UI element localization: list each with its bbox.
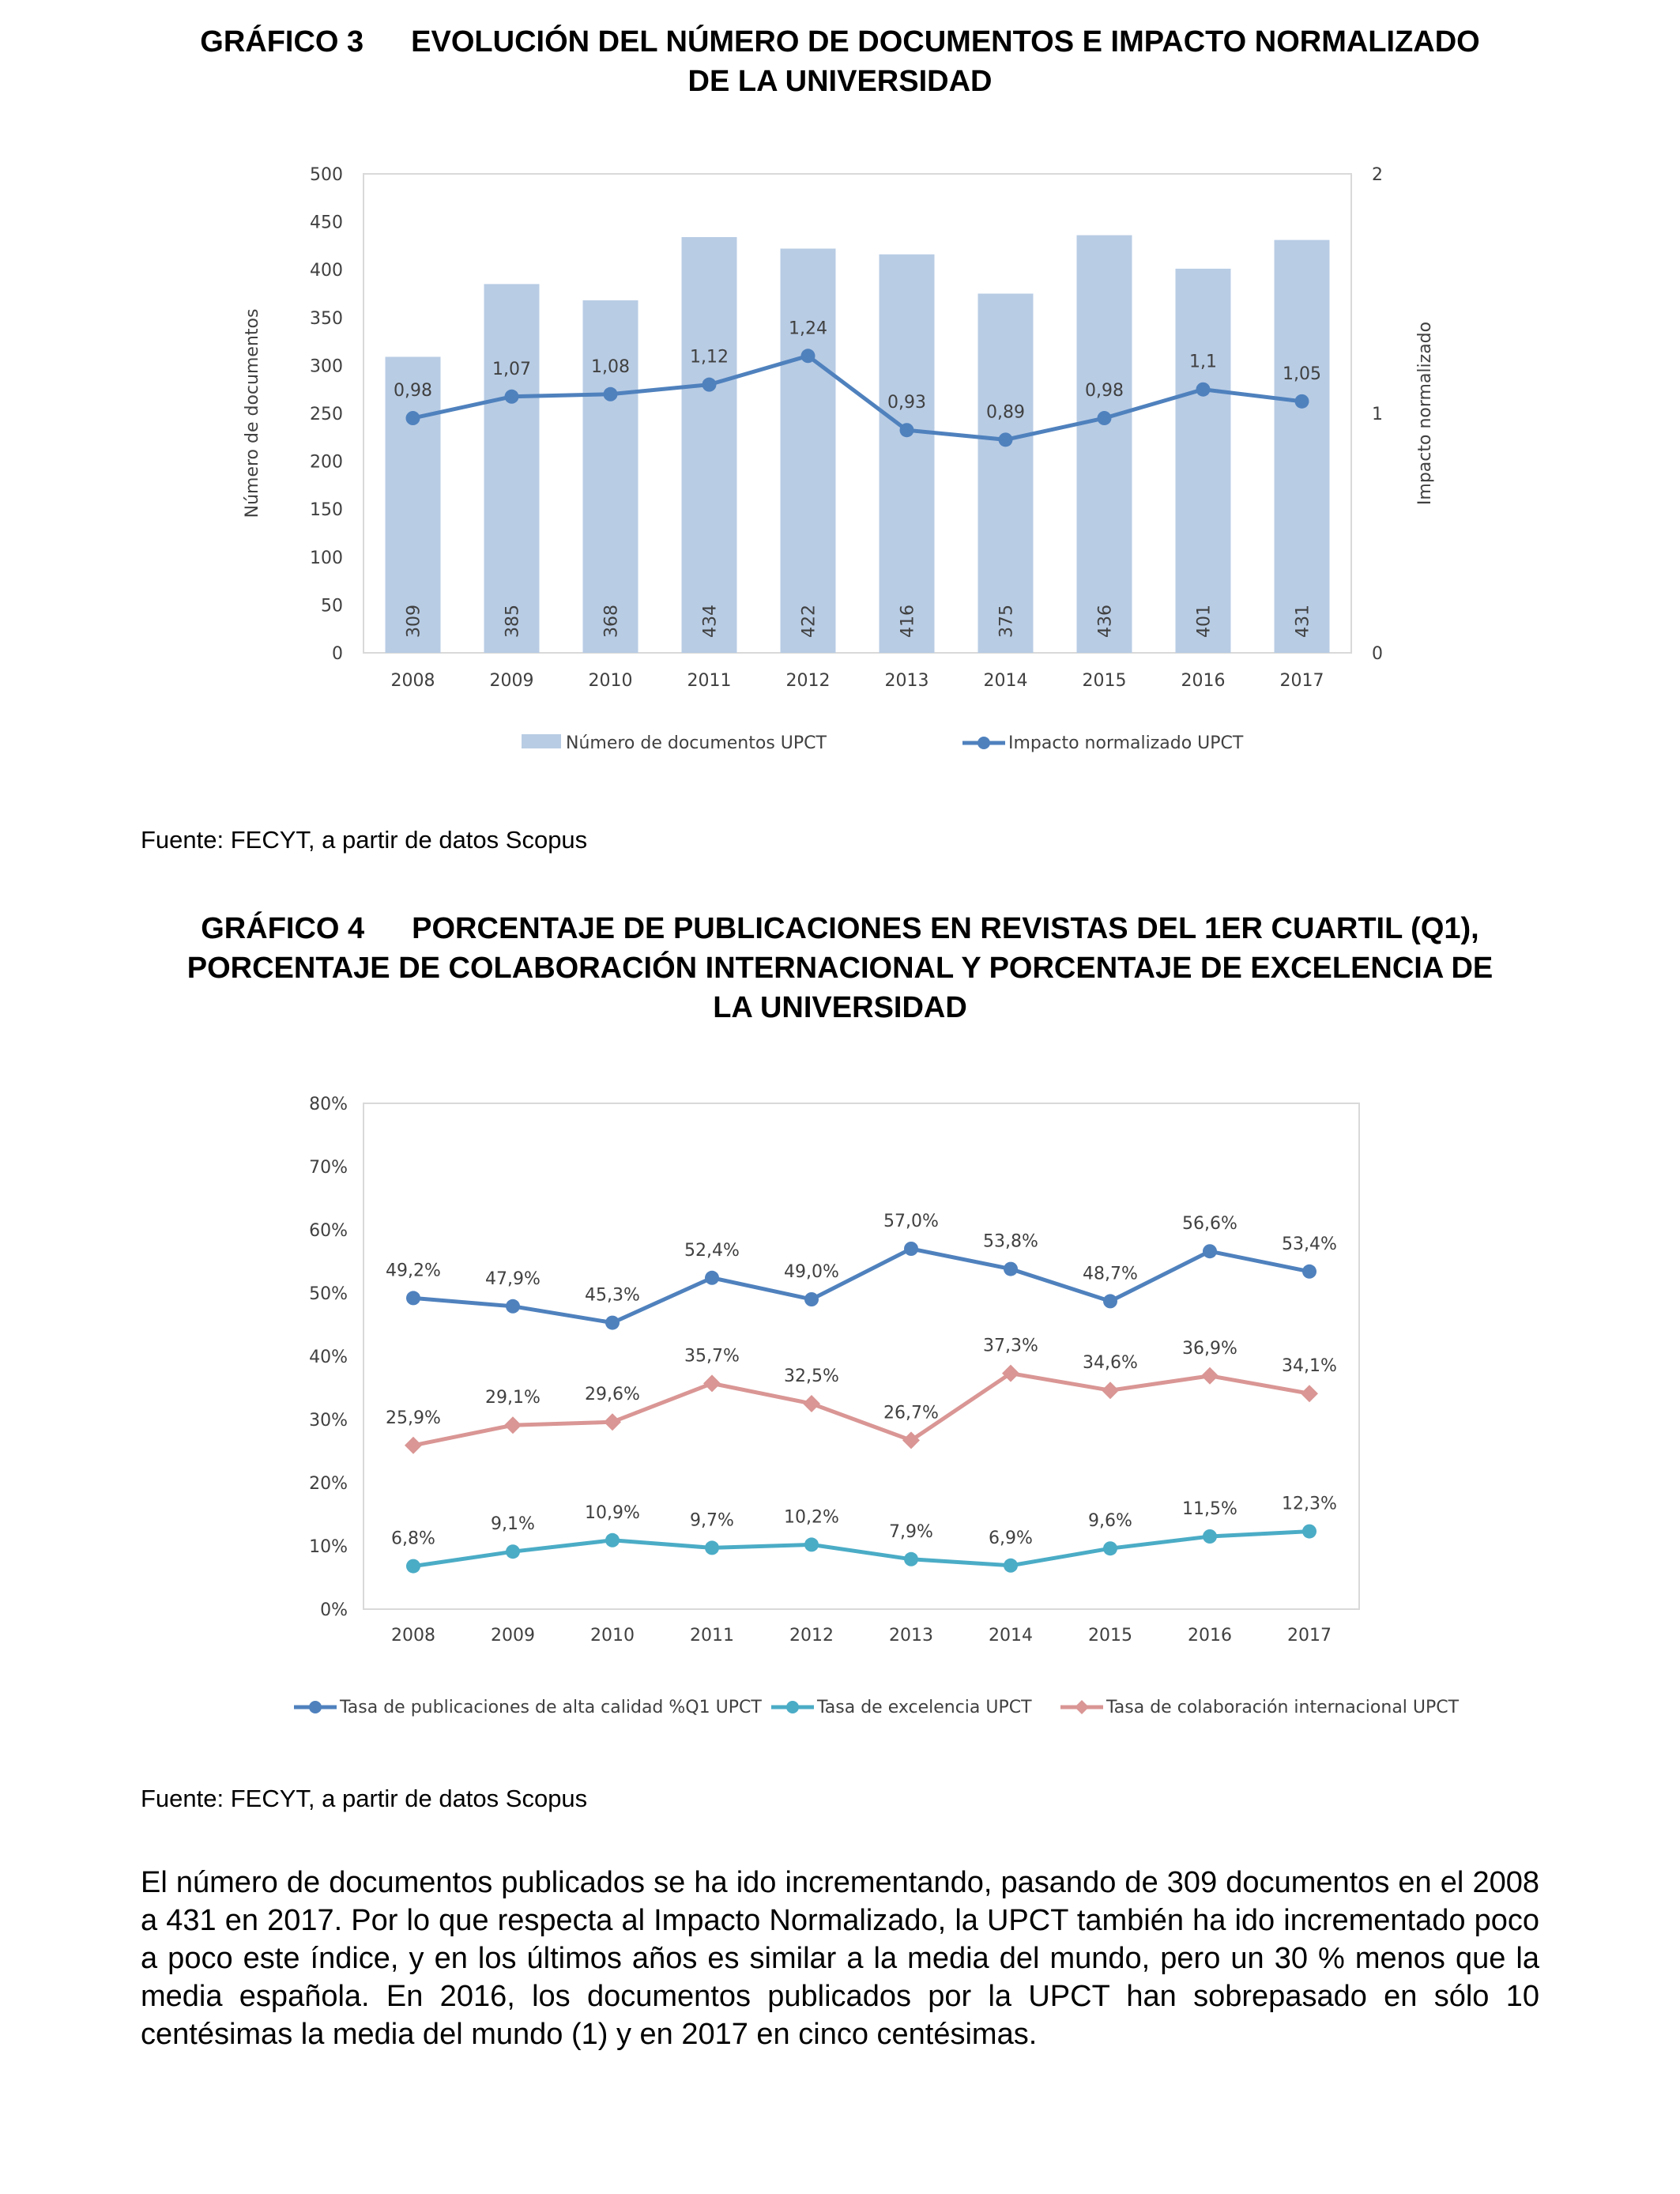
q1-series-data-label: 49,2%	[386, 1261, 441, 1281]
legend-q1-series-label: Tasa de publicaciones de alta calidad %Q1 UPCT	[340, 1698, 762, 1717]
chart3-heading	[119, 22, 1561, 101]
bar-data-label: 385	[503, 605, 523, 638]
bar	[682, 237, 737, 653]
y-tick-label: 0%	[320, 1600, 348, 1620]
y-tick-label: 40%	[309, 1348, 348, 1367]
x-tick-label: 2014	[989, 1626, 1033, 1646]
q1-series-point	[705, 1271, 719, 1285]
collaboration-series-point	[1301, 1385, 1318, 1402]
q1-series-point	[1004, 1262, 1018, 1276]
excellence-series-data-label: 9,6%	[1088, 1511, 1132, 1532]
x-tick-label: 2010	[588, 671, 633, 691]
x-tick-label: 2011	[687, 671, 732, 691]
excellence-series-point	[1302, 1525, 1317, 1539]
q1-series-point	[1203, 1244, 1217, 1258]
x-tick-label: 2016	[1181, 671, 1226, 691]
chart3-heading-number: GRÁFICO 3	[200, 25, 364, 58]
x-tick-label: 2008	[391, 1626, 435, 1646]
excellence-series-point	[1103, 1541, 1117, 1555]
y-tick-label: 50	[321, 596, 343, 616]
legend-excellence-series-label: Tasa de excelencia UPCT	[817, 1698, 1032, 1717]
chart4-heading-number: GRÁFICO 4	[201, 912, 365, 945]
impact-data-label: 1,1	[1189, 352, 1217, 372]
chart3-heading-title: EVOLUCIÓN DEL NÚMERO DE DOCUMENTOS E IMPACTO NORMALIZADO	[411, 25, 1480, 58]
chart3-heading-line1	[119, 22, 1561, 62]
impact-data-label: 0,98	[1085, 381, 1124, 401]
impact-data-label: 1,24	[789, 319, 827, 339]
legend-excellence-series-marker	[786, 1701, 799, 1713]
bar	[781, 249, 836, 653]
y-tick-label: 200	[310, 452, 343, 473]
impact-data-label: 1,07	[492, 359, 531, 379]
bar-data-label: 401	[1194, 605, 1215, 638]
bar	[1077, 236, 1132, 653]
x-tick-label: 2015	[1082, 671, 1127, 691]
collaboration-series-data-label: 34,1%	[1282, 1356, 1337, 1377]
y-tick-label: 450	[310, 213, 343, 233]
q1-series-point	[605, 1316, 620, 1330]
x-tick-label: 2017	[1279, 671, 1324, 691]
excellence-series-data-label: 12,3%	[1282, 1494, 1337, 1514]
q1-series-data-label: 47,9%	[485, 1269, 541, 1289]
q1-series-point	[406, 1291, 420, 1305]
chart3-svg	[0, 158, 1680, 775]
q1-series-line	[413, 1249, 1309, 1323]
q1-series-data-label: 49,0%	[784, 1262, 839, 1282]
x-tick-label: 2014	[983, 671, 1028, 691]
excellence-series-point	[705, 1540, 719, 1555]
x-tick-label: 2011	[690, 1626, 734, 1646]
y2-tick-label: 0	[1372, 644, 1383, 664]
x-tick-label: 2015	[1088, 1626, 1132, 1646]
y-tick-label: 150	[310, 500, 343, 521]
excellence-series-point	[1004, 1559, 1018, 1573]
bar	[880, 254, 935, 653]
y-tick-label: 10%	[309, 1537, 348, 1557]
y-tick-label: 250	[310, 405, 343, 424]
q1-series-data-label: 57,0%	[883, 1212, 939, 1231]
excellence-series-data-label: 9,7%	[690, 1510, 734, 1531]
collaboration-series-data-label: 32,5%	[784, 1367, 839, 1386]
y-tick-label: 400	[310, 261, 343, 281]
impact-line	[413, 356, 1302, 439]
excellence-series-data-label: 7,9%	[889, 1521, 933, 1542]
legend-bar-label: Número de documentos UPCT	[566, 733, 827, 753]
y2-axis-title: Impacto normalizado	[1415, 321, 1435, 506]
q1-series-data-label: 56,6%	[1182, 1214, 1237, 1235]
chart4-heading-title: PORCENTAJE DE PUBLICACIONES EN REVISTAS DEL 1ER CUARTIL (Q1),	[412, 912, 1479, 945]
y2-tick-label: 1	[1372, 405, 1383, 424]
collaboration-series-point	[803, 1395, 820, 1412]
x-tick-label: 2017	[1287, 1626, 1332, 1646]
y-tick-label: 350	[310, 308, 343, 329]
impact-point	[406, 411, 420, 425]
impact-data-label: 0,93	[887, 393, 926, 413]
collaboration-series-data-label: 34,6%	[1083, 1353, 1138, 1374]
impact-point	[505, 390, 519, 404]
q1-series-data-label: 53,8%	[983, 1231, 1038, 1252]
impact-point	[1098, 411, 1112, 425]
bar	[978, 294, 1034, 654]
impact-point	[1295, 394, 1309, 409]
collaboration-series-data-label: 26,7%	[883, 1403, 939, 1423]
legend-line-label: Impacto normalizado UPCT	[1008, 733, 1244, 753]
collaboration-series-data-label: 36,9%	[1182, 1338, 1237, 1359]
collaboration-series-point	[405, 1437, 422, 1454]
impact-point	[999, 432, 1013, 447]
legend-collaboration-series-marker	[1075, 1700, 1089, 1714]
impact-point	[900, 423, 914, 437]
impact-data-label: 1,08	[591, 356, 630, 377]
y-tick-label: 300	[310, 356, 343, 377]
excellence-series-point	[506, 1544, 520, 1559]
bar	[583, 300, 638, 653]
q1-series-data-label: 45,3%	[585, 1285, 640, 1306]
y-tick-label: 80%	[309, 1095, 348, 1114]
impact-data-label: 1,05	[1283, 364, 1321, 384]
bar-data-label: 368	[601, 605, 622, 638]
excellence-series-point	[406, 1559, 420, 1574]
bar-data-label: 416	[898, 605, 918, 638]
y-axis-title: Número de documentos	[243, 308, 262, 518]
y-tick-label: 30%	[309, 1411, 348, 1431]
collaboration-series-data-label: 25,9%	[386, 1408, 441, 1428]
x-tick-label: 2009	[491, 1626, 535, 1646]
y2-tick-label: 2	[1372, 165, 1383, 185]
collaboration-series-point	[1201, 1367, 1219, 1385]
chart4-source: Fuente: FECYT, a partir de datos Scopus	[141, 1785, 588, 1812]
bar-data-label: 436	[1095, 605, 1116, 638]
legend-q1-series-marker	[309, 1701, 322, 1713]
y-tick-label: 500	[310, 165, 343, 185]
y-tick-label: 20%	[309, 1474, 348, 1494]
excellence-series-data-label: 10,2%	[784, 1507, 839, 1528]
collaboration-series-point	[1102, 1382, 1119, 1399]
bar	[484, 284, 540, 653]
x-tick-label: 2013	[889, 1626, 933, 1646]
body-paragraph: El número de documentos publicados se ha ido incrementando, pasando de 309 documentos en el 2008 a 431 en 2017. Por lo que respecta al Impacto Normalizado, la UPCT también ha ido incrementado poco a poco este índice, y en los últimos años es similar a la media del mundo, pero un 30 % menos que la media española. En 2016, los documentos publicados por la UPCT han sobrepasado en sólo 10 centésimas la media del mundo (1) y en 2017 en cinco centésimas.	[141, 1866, 1539, 2051]
legend-line-marker	[977, 737, 990, 749]
impact-data-label: 0,98	[394, 381, 432, 401]
impact-point	[604, 387, 618, 401]
excellence-series-data-label: 9,1%	[491, 1514, 535, 1535]
y-tick-label: 100	[310, 548, 343, 568]
legend-bar-swatch	[522, 734, 561, 748]
x-tick-label: 2009	[489, 671, 534, 691]
bar-data-label: 422	[799, 605, 819, 638]
chart4-svg	[0, 1075, 1680, 1755]
bar-data-label: 434	[700, 605, 721, 638]
bar	[1176, 269, 1231, 653]
chart3-source: Fuente: FECYT, a partir de datos Scopus	[141, 826, 588, 854]
chart4-heading	[119, 909, 1561, 1027]
y-tick-label: 60%	[309, 1221, 348, 1241]
chart4-heading-line1-row	[119, 909, 1561, 948]
x-tick-label: 2013	[884, 671, 929, 691]
impact-point	[1196, 383, 1211, 397]
x-tick-label: 2016	[1188, 1626, 1232, 1646]
collaboration-series-data-label: 29,6%	[585, 1385, 640, 1405]
q1-series-data-label: 53,4%	[1282, 1234, 1337, 1254]
impact-data-label: 1,12	[690, 347, 729, 368]
collaboration-series-point	[504, 1416, 522, 1434]
bar-data-label: 431	[1293, 605, 1313, 638]
excellence-series-point	[904, 1552, 918, 1566]
collaboration-series-data-label: 29,1%	[485, 1388, 541, 1408]
bar-data-label: 309	[404, 605, 424, 638]
collaboration-series-line	[413, 1374, 1309, 1446]
excellence-series-data-label: 11,5%	[1182, 1499, 1237, 1519]
y-tick-label: 0	[332, 644, 343, 664]
q1-series-point	[506, 1299, 520, 1314]
chart4-heading-line2: PORCENTAJE DE COLABORACIÓN INTERNACIONAL Y PORCENTAJE DE EXCELENCIA DE	[186, 952, 1494, 985]
y-tick-label: 70%	[309, 1158, 348, 1178]
impact-data-label: 0,89	[986, 402, 1025, 423]
excellence-series-point	[804, 1537, 819, 1551]
impact-point	[703, 378, 717, 392]
excellence-series-data-label: 6,8%	[391, 1529, 435, 1549]
x-tick-label: 2012	[785, 671, 831, 691]
excellence-series-line	[413, 1532, 1309, 1566]
q1-series-point	[1302, 1265, 1317, 1279]
chart3-heading-line2: DE LA UNIVERSIDAD	[687, 65, 993, 98]
excellence-series-point	[1203, 1529, 1217, 1544]
legend-collaboration-series-label: Tasa de colaboración internacional UPCT	[1106, 1698, 1460, 1717]
collaboration-series-point	[604, 1413, 621, 1431]
q1-series-data-label: 48,7%	[1083, 1264, 1138, 1284]
q1-series-data-label: 52,4%	[684, 1240, 740, 1261]
y-tick-label: 50%	[309, 1284, 348, 1304]
collaboration-series-data-label: 37,3%	[983, 1336, 1038, 1356]
collaboration-series-point	[703, 1374, 721, 1392]
collaboration-series-data-label: 35,7%	[684, 1346, 740, 1367]
bar	[1275, 240, 1330, 653]
q1-series-point	[904, 1242, 918, 1256]
bar-data-label: 375	[996, 605, 1017, 638]
x-tick-label: 2012	[789, 1626, 834, 1646]
excellence-series-data-label: 10,9%	[585, 1502, 640, 1523]
x-tick-label: 2008	[390, 671, 435, 691]
excellence-series-data-label: 6,9%	[989, 1528, 1033, 1548]
q1-series-point	[804, 1292, 819, 1306]
chart4-heading-line3: LA UNIVERSIDAD	[713, 991, 967, 1024]
excellence-series-point	[605, 1533, 620, 1547]
q1-series-point	[1103, 1294, 1117, 1308]
impact-point	[801, 349, 816, 363]
x-tick-label: 2010	[590, 1626, 635, 1646]
